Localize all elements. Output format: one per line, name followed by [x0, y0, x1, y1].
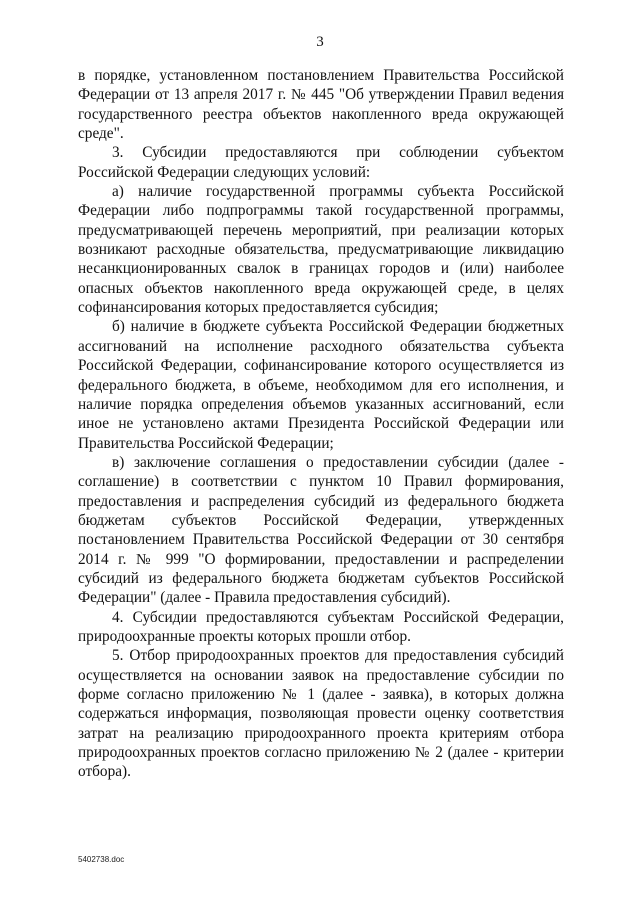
paragraph-registry-continuation: в порядке, установленном постановлением Правительства Российской Федерации от 13 апреля 2017 г. № 445 "Об утверждении Правил ведения государственного реестра объектов накопленного вреда окружающей среде". — [78, 67, 564, 143]
document-file-id: 5402738.doc — [78, 855, 125, 864]
paragraph-3v: в) заключение соглашения о предоставлении субсидии (далее - соглашение) в соответствии с пунктом 10 Правил формирования, предоставления и распределения субсидий из федерального бюджета бюджетам субъектов Российской Федерации, утвержденных постановлением Правительства Российской Федерации от 30 сентября 2014 г. № 999 "О формировании, предоставлении и распределении субсидий из федерального бюджета бюджетам субъектов Российской Федерации" (далее - Правила предоставления субсидий). — [78, 453, 564, 607]
paragraph-4: 4. Субсидии предоставляются субъектам Российской Федерации, природоохранные проекты которых прошли отбор. — [78, 608, 564, 645]
paragraph-3a: а) наличие государственной программы субъекта Российской Федерации либо подпрограммы такой государственной программы, предусматривающей перечень мероприятий, при реализации которых возникают расходные обязательства, предусматривающие ликвидацию несанкционированных свалок в границах городов и (или) наиболее опасных объектов накопленного вреда окружающей среде, в целях софинансирования которых предоставляется субсидия; — [78, 183, 564, 317]
document-body — [78, 66, 564, 782]
paragraph-3-conditions: 3. Субсидии предоставляются при соблюдении субъектом Российской Федерации следующих условий: — [78, 144, 564, 181]
paragraph-5: 5. Отбор природоохранных проектов для предоставления субсидий осуществляется на основании заявок на предоставление субсидии по форме согласно приложению № 1 (далее - заявка), в которых должна содержаться информация, позволяющая провести оценку соответствия затрат на реализацию природоохранного проекта критериям отбора природоохранных проектов согласно приложению № 2 (далее - критерии отбора). — [78, 647, 564, 781]
page-number: 3 — [316, 34, 324, 50]
paragraph-3b: б) наличие в бюджете субъекта Российской Федерации бюджетных ассигнований на исполнение расходного обязательства субъекта Российской Федерации, софинансирование которого осуществляется из федерального бюджета, в объеме, необходимом для его исполнения, и наличие порядка определения объемов указанных ассигнований, если иное не установлено актами Президента Российской Федерации или Правительства Российской Федерации; — [78, 318, 564, 452]
